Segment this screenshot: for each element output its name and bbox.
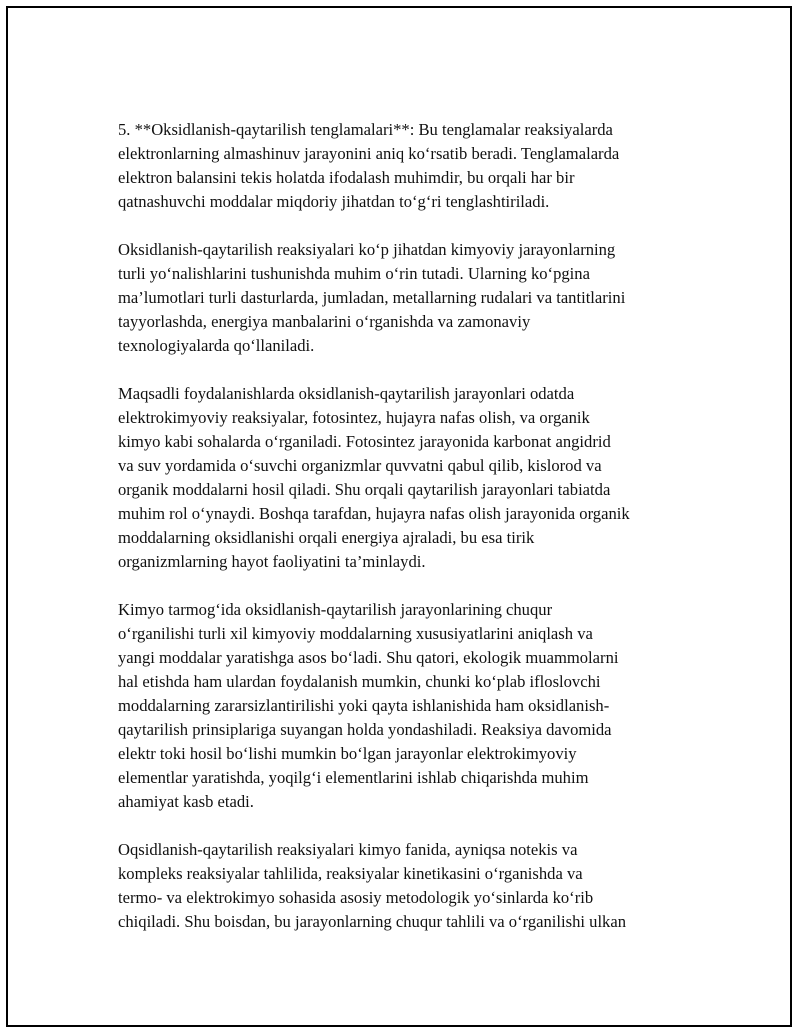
text-line: elektrokimyoviy reaksiyalar, fotosintez, hujayra nafas olish, va organik — [118, 408, 590, 427]
text-line: chiqiladi. Shu boisdan, bu jarayonlarning chuqur tahlili va o‘rganilishi ulkan — [118, 912, 627, 931]
text-line: va suv yordamida o‘suvchi organizmlar quvvatni qabul qilib, kislorod va — [118, 456, 602, 475]
text-line: Oksidlanish-qaytarilish reaksiyalari ko‘p jihatdan kimyoviy jarayonlarning — [118, 240, 616, 259]
text-line: kompleks reaksiyalar tahlilida, reaksiyalar kinetikasini o‘rganishda va — [118, 864, 583, 883]
text-line: Oqsidlanish-qaytarilish reaksiyalari kimyo fanida, ayniqsa notekis va — [118, 840, 578, 859]
text-line: Kimyo tarmog‘ida oksidlanish-qaytarilish jarayonlarining chuqur — [118, 600, 553, 619]
text-line: o‘rganilishi turli xil kimyoviy moddalarning xususiyatlarini aniqlash va — [118, 624, 593, 643]
document-body — [118, 118, 688, 958]
text-line: moddalarning oksidlanishi orqali energiya ajraladi, bu esa tirik — [118, 528, 535, 547]
text-line: moddalarning zararsizlantirilishi yoki qayta ishlanishida ham oksidlanish- — [118, 696, 610, 715]
text-line: muhim rol o‘ynaydi. Boshqa tarafdan, hujayra nafas olish jarayonida organik — [118, 504, 630, 523]
text-line: ahamiyat kasb etadi. — [118, 792, 254, 811]
text-line: tayyorlashda, energiya manbalarini o‘rganishda va zamonaviy — [118, 312, 531, 331]
text-line: yangi moddalar yaratishga asos bo‘ladi. Shu qatori, ekologik muammolarni — [118, 648, 619, 667]
text-line: 5. **Oksidlanish-qaytarilish tenglamalari**: Bu tenglamalar reaksiyalarda — [118, 120, 613, 139]
text-line: qaytarilish prinsiplariga suyangan holda yondashiladi. Reaksiya davomida — [118, 720, 612, 739]
text-line: elektr toki hosil bo‘lishi mumkin bo‘lgan jarayonlar elektrokimyoviy — [118, 744, 577, 763]
paragraph-redox-equations — [118, 118, 688, 214]
text-line: kimyo kabi sohalarda o‘rganiladi. Fotosintez jarayonida karbonat angidrid — [118, 432, 611, 451]
text-line: turli yo‘nalishlarini tushunishda muhim o‘rin tutadi. Ularning ko‘pgina — [118, 264, 590, 283]
paragraph-methodology — [118, 838, 688, 934]
text-line: ma’lumotlari turli dasturlarda, jumladan, metallarning rudalari va tantitlarini — [118, 288, 626, 307]
paragraph-applications — [118, 382, 688, 574]
text-line: hal etishda ham ulardan foydalanish mumkin, chunki ko‘plab ifloslovchi — [118, 672, 601, 691]
text-line: elementlar yaratishda, yoqilg‘i elementlarini ishlab chiqarishda muhim — [118, 768, 589, 787]
text-line: organik moddalarni hosil qiladi. Shu orqali qaytarilish jarayonlari tabiatda — [118, 480, 611, 499]
paragraph-chemistry-branch — [118, 598, 688, 814]
text-line: termo- va elektrokimyo sohasida asosiy metodologik yo‘sinlarda ko‘rib — [118, 888, 594, 907]
text-line: texnologiyalarda qo‘llaniladi. — [118, 336, 315, 355]
text-line: elektronlarning almashinuv jarayonini aniq ko‘rsatib beradi. Tenglamalarda — [118, 144, 620, 163]
text-line: organizmlarning hayot faoliyatini ta’minlaydi. — [118, 552, 426, 571]
paragraph-redox-importance — [118, 238, 688, 358]
text-line: Maqsadli foydalanishlarda oksidlanish-qaytarilish jarayonlari odatda — [118, 384, 575, 403]
text-line: elektron balansini tekis holatda ifodalash muhimdir, bu orqali har bir — [118, 168, 575, 187]
text-line: qatnashuvchi moddalar miqdoriy jihatdan to‘g‘ri tenglashtiriladi. — [118, 192, 550, 211]
